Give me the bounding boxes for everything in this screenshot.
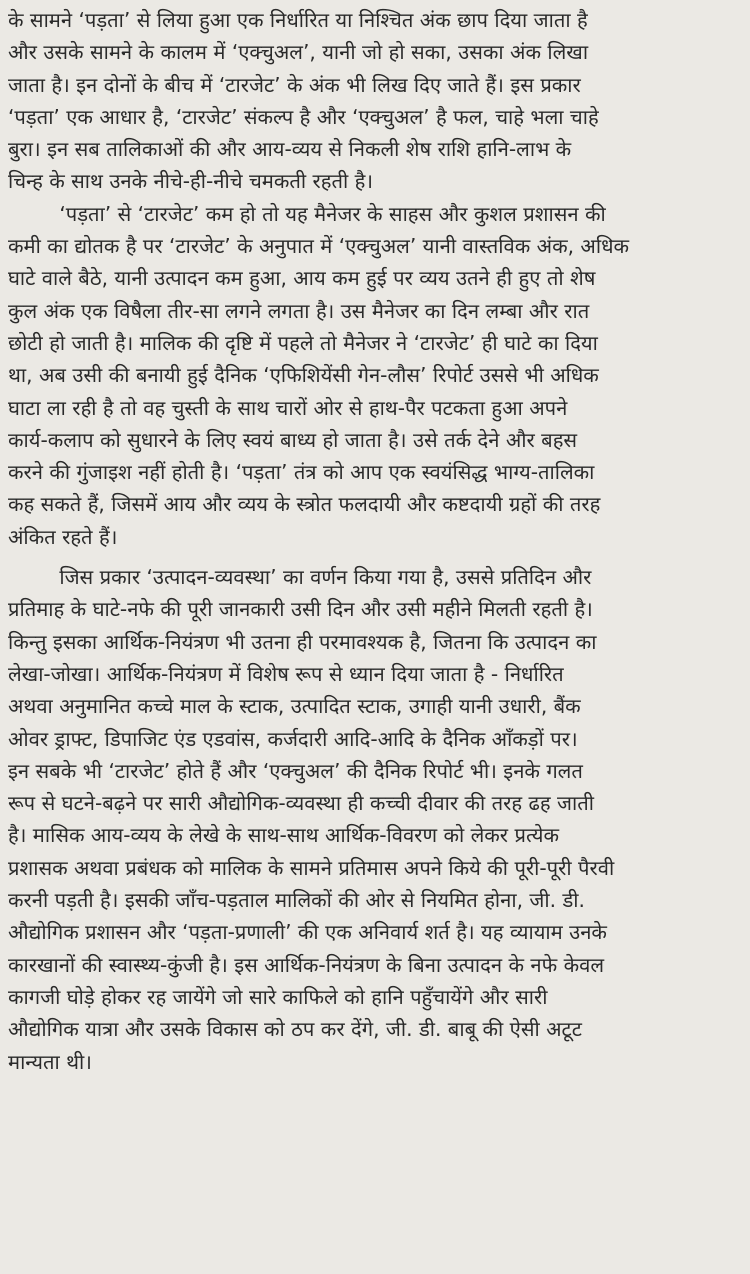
paragraph-3 [8,561,740,1078]
text-line: घाटा ला रही है तो वह चुस्ती के साथ चारों ओर से हाथ-पैर पटकता हुआ अपने [8,395,568,420]
text-line: औद्योगिक यात्रा और उसके विकास को ठप कर देंगे, जी. डी. बाबू की ऐसी अटूट [8,1017,582,1042]
text-line: के सामने ‘पड़ता’ से लिया हुआ एक निर्धारित या निश्चित अंक छाप दिया जाता है [8,8,588,32]
text-line: करनी पड़ती है। इसकी जाँच-पड़ताल मालिकों की ओर से नियमित होना, जी. डी. [8,888,585,913]
text-line: छोटी हो जाती है। मालिक की दृष्टि में पहले तो मैनेजर ने ‘टारजेट’ ही घाटे का दिया [8,330,598,355]
text-line: और उसके सामने के कालम में ‘एक्चुअल’, यानी जो हो सका, उसका अंक लिखा [8,40,589,65]
text-line: करने की गुंजाइश नहीं होती है। ‘पड़ता’ तंत्र को आप एक स्वयंसिद्ध भाग्य-तालिका [8,460,595,485]
text-line: ‘पड़ता’ एक आधार है, ‘टारजेट’ संकल्प है और ‘एक्चुअल’ है फल, चाहे भला चाहे [8,104,599,129]
text-line: अथवा अनुमानित कच्चे माल के स्टाक, उत्पादित स्टाक, उगाही यानी उधारी, बैंक [8,694,581,719]
text-line: किन्तु इसका आर्थिक-नियंत्रण भी उतना ही परमावश्यक है, जितना कि उत्पादन का [8,629,597,654]
text-line: है। मासिक आय-व्यय के लेखे के साथ-साथ आर्थिक-विवरण को लेकर प्रत्येक [8,823,560,848]
text-line: बुरा। इन सब तालिकाओं की और आय-व्यय से निकली शेष राशि हानि-लाभ के [8,137,572,162]
text-line: कह सकते हैं, जिसमें आय और व्यय के स्त्रोत फलदायी और कष्टदायी ग्रहों की तरह [8,492,601,517]
text-line: अंकित रहते हैं। [8,524,118,549]
text-line: ओवर ड्राफ्ट, डिपाजिट एंड एडवांस, कर्जदारी आदि-आदि के दैनिक आँकड़ों पर। [8,726,578,751]
text-line: कुल अंक एक विषैला तीर-सा लगने लगता है। उस मैनेजर का दिन लम्बा और रात [8,298,590,323]
text-line: जिस प्रकार ‘उत्पादन-व्यवस्था’ का वर्णन किया गया है, उससे प्रतिदिन और [8,565,592,590]
text-line: मान्यता थी। [8,1049,92,1074]
paragraph-1 [8,4,740,198]
text-line: रूप से घटने-बढ़ने पर सारी औद्योगिक-व्यवस्था ही कच्ची दीवार की तरह ढह जाती [8,791,594,816]
paragraph-2 [8,198,740,553]
text-line: जाता है। इन दोनों के बीच में ‘टारजेट’ के अंक भी लिख दिए जाते हैं। इस प्रकार [8,72,581,97]
text-line: था, अब उसी की बनायी हुई दैनिक ‘एफिशियेंसी गेन-लौस’ रिपोर्ट उससे भी अधिक [8,363,599,388]
text-line: औद्योगिक प्रशासन और ‘पड़ता-प्रणाली’ की एक अनिवार्य शर्त है। यह व्यायाम उनके [8,920,607,945]
text-line: प्रशासक अथवा प्रबंधक को मालिक के सामने प्रतिमास अपने किये की पूरी-पूरी पैरवी [8,855,615,880]
text-line: चिन्ह के साथ उनके नीचे-ही-नीचे चमकती रहती है। [8,169,374,194]
text-line: कमी का द्योतक है पर ‘टारजेट’ के अनुपात में ‘एक्चुअल’ यानी वास्तविक अंक, अधिक [8,234,629,259]
text-line: लेखा-जोखा। आर्थिक-नियंत्रण में विशेष रूप से ध्यान दिया जाता है - निर्धारित [8,661,564,686]
text-line: कार्य-कलाप को सुधारने के लिए स्वयं बाध्य हो जाता है। उसे तर्क देने और बहस [8,427,578,452]
text-line: प्रतिमाह के घाटे-नफे की पूरी जानकारी उसी दिन और उसी महीने मिलती रहती है। [8,597,593,622]
text-line: घाटे वाले बैठे, यानी उत्पादन कम हुआ, आय कम हुई पर व्यय उतने ही हुए तो शेष [8,266,596,291]
text-line: कागजी घोड़े होकर रह जायेंगे जो सारे काफिले को हानि पहुँचायेंगे और सारी [8,984,548,1009]
text-line: इन सबके भी ‘टारजेट’ होते हैं और ‘एक्चुअल’ की दैनिक रिपोर्ट भी। इनके गलत [8,758,583,783]
text-line: ‘पड़ता’ से ‘टारजेट’ कम हो तो यह मैनेजर के साहस और कुशल प्रशासन की [8,201,606,226]
text-line: कारखानों की स्वास्थ्य-कुंजी है। इस आर्थिक-नियंत्रण के बिना उत्पादन के नफे केवल [8,952,605,977]
paragraph-gap [8,553,740,561]
